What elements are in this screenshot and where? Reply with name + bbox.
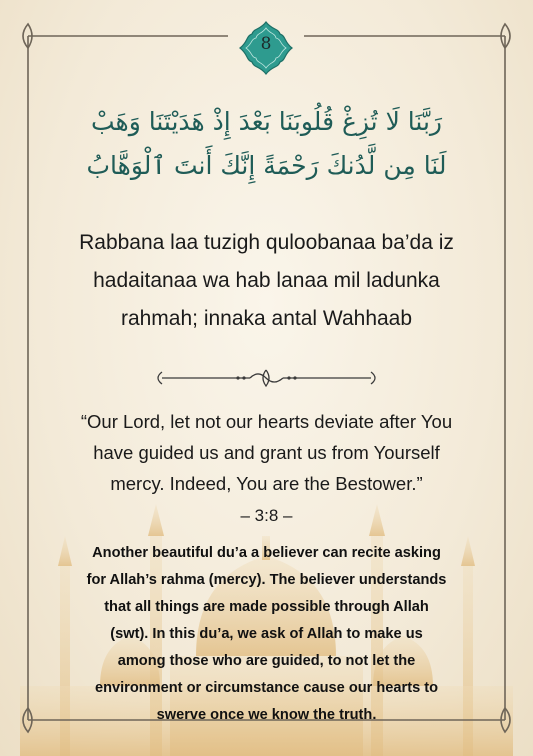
explanation-paragraph bbox=[46, 540, 487, 729]
transliteration-line: hadaitanaa wa hab lanaa mil ladunka bbox=[93, 269, 440, 292]
arabic-verse bbox=[20, 100, 513, 188]
translation-line: have guided us and grant us from Yourself bbox=[93, 442, 440, 463]
translation bbox=[30, 406, 503, 499]
explanation-line: (swt). In this du’a, we ask of Allah to make us bbox=[110, 626, 423, 642]
transliteration bbox=[30, 224, 503, 338]
translation-line: “Our Lord, let not our hearts deviate after You bbox=[80, 411, 453, 432]
explanation-line: for Allah’s rahma (mercy). The believer understands bbox=[86, 572, 447, 588]
arabic-line: رَبَّنَا لَا تُزِغْ قُلُوبَنَا بَعْدَ إِذْ هَدَيْتَنَا وَهَبْ bbox=[90, 107, 442, 136]
explanation-line: swerve once we know the truth. bbox=[156, 707, 377, 723]
dua-number: 8 bbox=[260, 34, 272, 54]
verse-reference: – 3:8 – bbox=[240, 506, 293, 525]
explanation-line: among those who are guided, to not let the bbox=[117, 653, 416, 669]
explanation-line: that all things are made possible through Allah bbox=[104, 599, 429, 615]
flourish-divider-icon bbox=[150, 366, 383, 390]
arabic-line: لَنَا مِن لَّدُنكَ رَحْمَةً إِنَّكَ أَنتَ ٱلْوَهَّابُ bbox=[86, 151, 447, 180]
explanation-line: environment or circumstance cause our hearts to bbox=[94, 680, 439, 696]
explanation-line: Another beautiful du’a a believer can recite asking bbox=[92, 545, 441, 561]
translation-line: mercy. Indeed, You are the Bestower.” bbox=[110, 473, 423, 494]
transliteration-line: Rabbana laa tuzigh quloobanaa ba’da iz bbox=[79, 231, 454, 254]
transliteration-line: rahmah; innaka antal Wahhaab bbox=[120, 307, 413, 330]
